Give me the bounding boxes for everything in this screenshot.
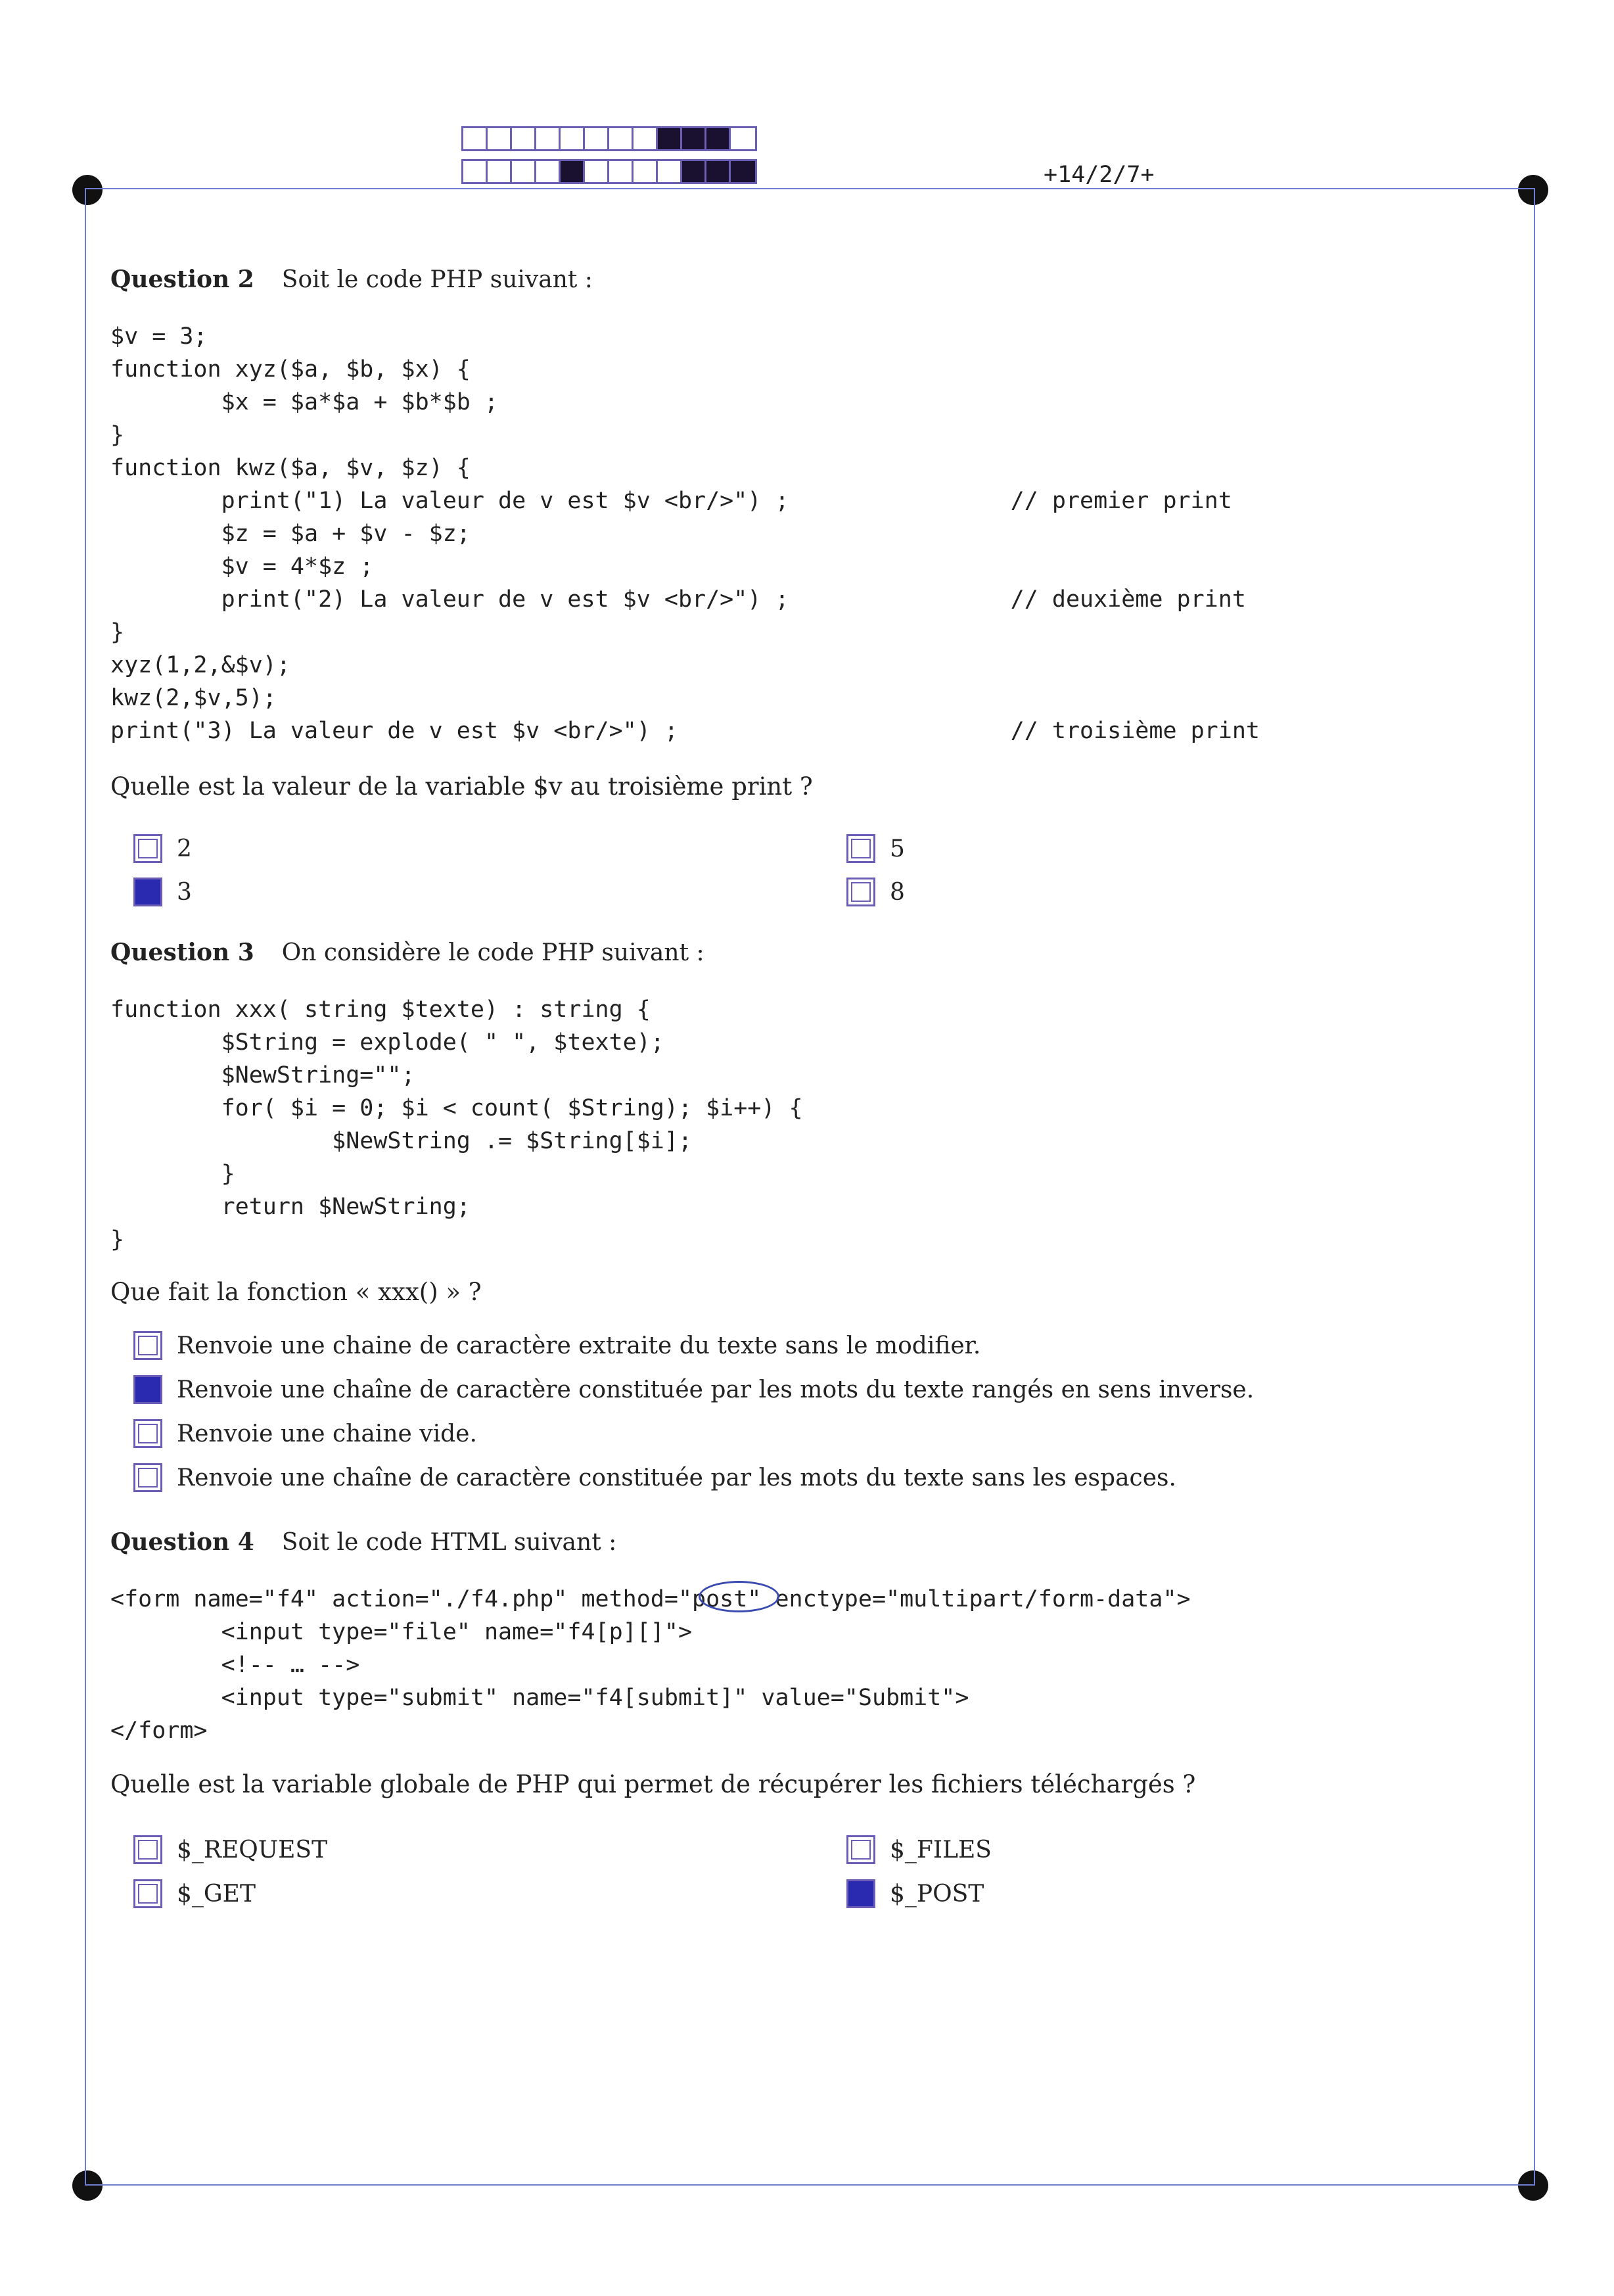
q2-heading [110, 266, 593, 293]
grid-cell [658, 161, 682, 182]
q4-option-3[interactable] [133, 1879, 256, 1908]
grid-cell [706, 128, 731, 149]
q4-checkbox-4[interactable] [846, 1879, 875, 1908]
q3-checkbox-2[interactable] [133, 1375, 162, 1404]
q3-option-2[interactable] [133, 1375, 1254, 1404]
q3-question: Que fait la fonction « xxx() » ? [110, 1278, 482, 1306]
q3-checkbox-3[interactable] [133, 1419, 162, 1448]
grid-cell [706, 161, 731, 182]
q4-option-2[interactable] [846, 1835, 992, 1864]
grid-cell [536, 161, 561, 182]
q3-option-2-label: Renvoie une chaîne de caractère constituée par les mots du texte rangés en sens inverse. [177, 1376, 1255, 1403]
q2-checkbox-2[interactable] [846, 834, 875, 863]
q4-option-3-label: $_GET [177, 1880, 256, 1908]
q2-checkbox-3[interactable] [133, 878, 162, 906]
q3-option-1[interactable] [133, 1331, 980, 1360]
grid-cell [731, 128, 755, 149]
q4-checkbox-2[interactable] [846, 1835, 875, 1864]
q2-checkbox-1[interactable] [133, 834, 162, 863]
grid-cell [731, 161, 755, 182]
grid-cell [488, 128, 512, 149]
q2-code: $v = 3; function xyz($a, $b, $x) { $x = $a*$a + $b*$b ; } function kwz($a, $v, $z) { print("1) La valeur de v est $v <br/>") ; // premier print $z = $a + $v - $z; $v = 4*$z ; print("2) La valeur de v est $v <br/>") ; // deuxième print } xyz(1,2,&$v); kwz(2,$v,5); print("3) La valeur de v est $v <br/>") ; // troisième print [110, 323, 1260, 744]
q3-option-4[interactable] [133, 1463, 1176, 1492]
grid-cell [634, 128, 658, 149]
q3-label: Question 3 [110, 939, 254, 966]
q4-code: <form name="f4" action="./f4.php" method="post" enctype="multipart/form-data"> <input type="file" name="f4[p][]"> <!-- … --> <input type="submit" name="f4[submit]" value="Submit"> </form> [110, 1586, 1191, 1744]
grid-cell [561, 161, 585, 182]
grid-cell [536, 128, 561, 149]
q4-intro: Soit le code HTML suivant : [281, 1529, 617, 1556]
q4-heading [110, 1528, 616, 1556]
page-code: +14/2/7+ [1044, 162, 1155, 188]
q4-checkbox-1[interactable] [133, 1835, 162, 1864]
q2-intro: Soit le code PHP suivant : [281, 266, 593, 293]
q4-option-4-label: $_POST [890, 1880, 984, 1908]
q2-option-1-label: 2 [177, 835, 192, 862]
q2-checkbox-4[interactable] [846, 878, 875, 906]
grid-cell [512, 161, 536, 182]
grid-cell [488, 161, 512, 182]
grid-cell [658, 128, 682, 149]
q2-option-2-label: 5 [890, 835, 905, 862]
q2-option-3-label: 3 [177, 878, 192, 906]
q4-option-2-label: $_FILES [890, 1836, 992, 1863]
grid-cell [609, 161, 634, 182]
grid-cell [634, 161, 658, 182]
grid-cell [463, 128, 488, 149]
grid-cell [585, 128, 609, 149]
q3-checkbox-1[interactable] [133, 1331, 162, 1360]
q3-checkbox-4[interactable] [133, 1463, 162, 1492]
q3-option-3-label: Renvoie une chaine vide. [177, 1420, 477, 1447]
q2-option-2[interactable] [846, 834, 905, 863]
q2-option-4[interactable] [846, 878, 905, 906]
id-grid-row-2 [461, 159, 757, 184]
grid-cell [463, 161, 488, 182]
q4-option-1-label: $_REQUEST [177, 1836, 328, 1863]
handwritten-circle-annotation [699, 1581, 779, 1612]
grid-cell [609, 128, 634, 149]
q3-heading [110, 939, 704, 966]
q3-option-4-label: Renvoie une chaîne de caractère constituée par les mots du texte sans les espaces. [177, 1464, 1176, 1491]
q3-code: function xxx( string $texte) : string { $String = explode( " ", $texte); $NewString=""; for( $i = 0; $i < count( $String); $i++) { $NewString .= $String[$i]; } return $NewString; } [110, 996, 803, 1253]
q4-checkbox-3[interactable] [133, 1879, 162, 1908]
grid-cell [682, 161, 706, 182]
grid-cell [512, 128, 536, 149]
q4-label: Question 4 [110, 1528, 254, 1556]
q4-option-1[interactable] [133, 1835, 327, 1864]
q2-question: Quelle est la valeur de la variable $v au troisième print ? [110, 772, 813, 801]
q3-intro: On considère le code PHP suivant : [281, 939, 704, 966]
q3-option-3[interactable] [133, 1419, 477, 1448]
grid-cell [585, 161, 609, 182]
q2-option-4-label: 8 [890, 878, 905, 906]
q3-option-1-label: Renvoie une chaine de caractère extraite du texte sans le modifier. [177, 1332, 981, 1359]
grid-cell [561, 128, 585, 149]
q2-option-1[interactable] [133, 834, 192, 863]
grid-cell [682, 128, 706, 149]
q2-label: Question 2 [110, 266, 254, 293]
q4-question: Quelle est la variable globale de PHP qui permet de récupérer les fichiers téléchargés ? [110, 1770, 1196, 1798]
id-grid-row-1 [461, 126, 757, 151]
q4-option-4[interactable] [846, 1879, 984, 1908]
q2-option-3[interactable] [133, 878, 192, 906]
